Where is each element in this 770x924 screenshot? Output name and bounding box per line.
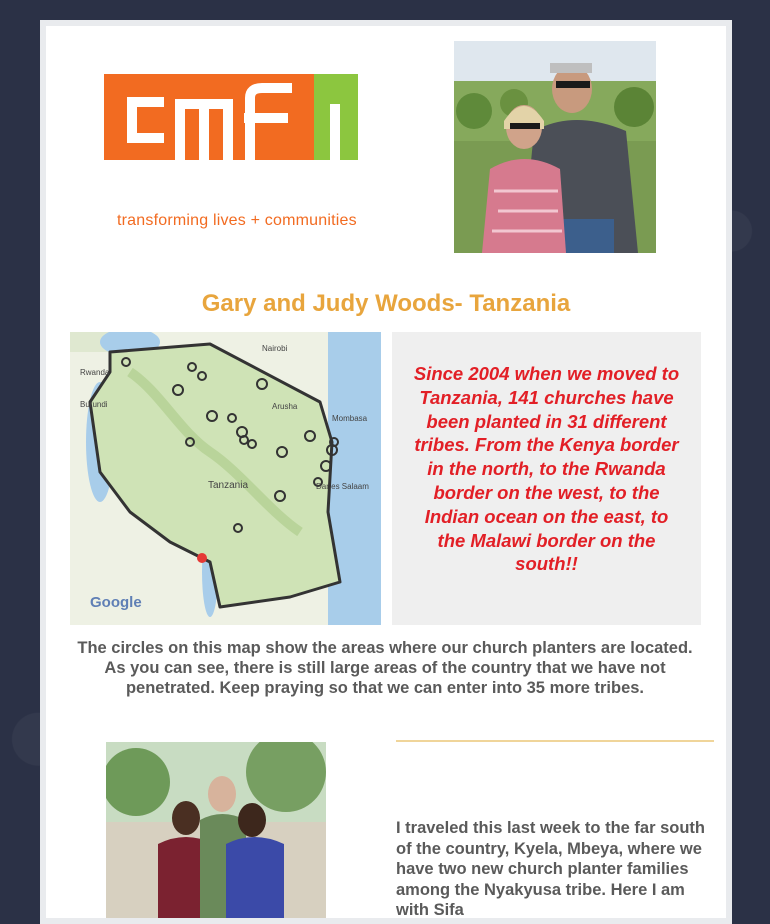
map-graphic xyxy=(70,332,381,625)
map-label-tanzania: Tanzania xyxy=(208,480,249,491)
quote-box xyxy=(392,332,701,625)
divider xyxy=(396,740,714,742)
church-planters-photo xyxy=(106,742,326,924)
quote-text: Since 2004 when we moved to Tanzania, 141 churches have been planted in 31 different tribes. From the Kenya border in the north, to the Rwanda border on the west, to the Indian ocean on the east, to the Malawi border on the south!! xyxy=(413,363,680,575)
map-label-rwanda: Rwanda xyxy=(80,368,110,377)
cmfi-logo xyxy=(104,74,424,229)
map-label-burundi: Burundi xyxy=(80,400,108,409)
map-label-nairobi: Nairobi xyxy=(262,344,288,353)
map-label-dar: Dar es Salaam xyxy=(316,482,369,491)
google-attribution: Google xyxy=(90,594,142,611)
newsletter-card xyxy=(40,20,732,924)
map-caption: The circles on this map show the areas where our church planters are located. As you can see, there is still large areas of the country that we have not penetrated. Keep praying so that we can enter into 35 more tribes. xyxy=(77,639,693,697)
logo-tagline: transforming lives + communities xyxy=(117,212,357,229)
story-text: I traveled this last week to the far south of the country, Kyela, Mbeya, where we have two new church planter families among the Nyakyusa tribe. Here I am with Sifa xyxy=(396,819,705,919)
page-title: Gary and Judy Woods- Tanzania xyxy=(201,290,571,317)
tanzania-map xyxy=(70,332,381,625)
gary-judy-photo xyxy=(454,41,656,253)
cmfi-logo-mark xyxy=(104,74,358,160)
map-label-mombasa: Mombasa xyxy=(332,414,368,423)
map-label-arusha: Arusha xyxy=(272,402,298,411)
